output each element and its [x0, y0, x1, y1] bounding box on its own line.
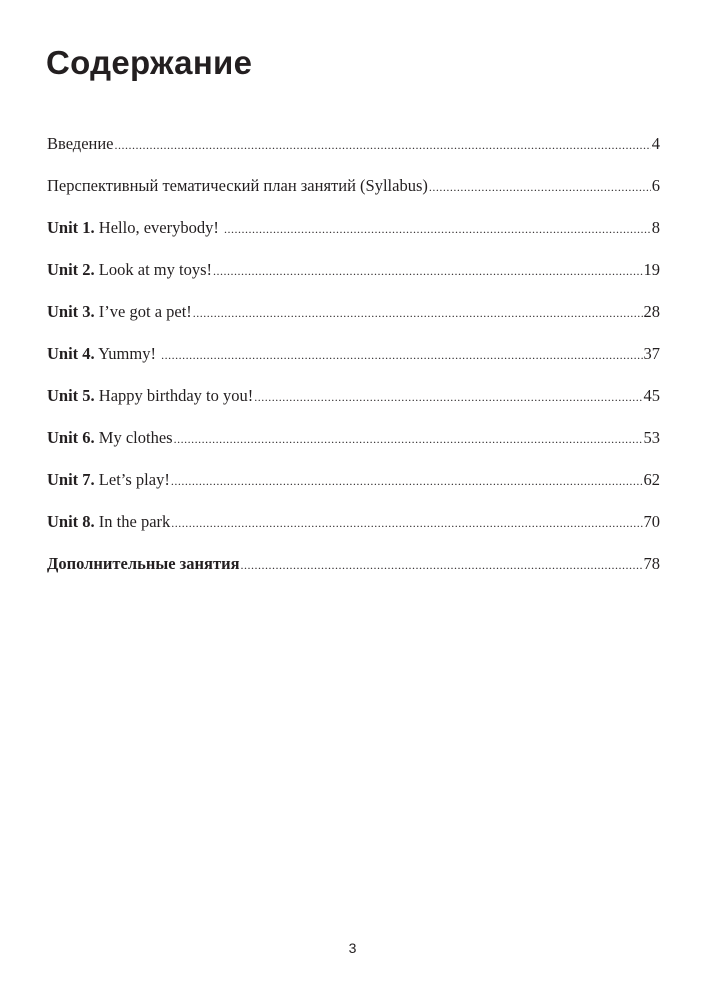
toc-entry	[47, 554, 660, 596]
toc-entry-title: Yummy!	[94, 344, 161, 363]
toc-entry-page: 8	[651, 218, 660, 237]
toc-entry-label	[47, 512, 170, 532]
toc-entry-label	[47, 554, 240, 574]
page-number: 3	[348, 940, 357, 956]
toc-entry-page: 70	[643, 512, 660, 531]
toc-entry-title: Happy birthday to you!	[94, 386, 254, 405]
dot-leader	[171, 470, 643, 490]
toc-entry-title: Look at my toys!	[94, 260, 212, 279]
dot-leader	[161, 344, 642, 364]
toc-entry-unit: Unit 5.	[47, 386, 95, 405]
toc-entry-page: 62	[643, 470, 660, 489]
toc-entry-page: 78	[643, 554, 660, 573]
toc-entry	[47, 470, 660, 512]
toc-entry-unit: Unit 3.	[47, 302, 95, 321]
toc-entry-title: My clothes	[94, 428, 173, 447]
toc-entry-page: 19	[643, 260, 660, 279]
toc-entry-page: 53	[643, 428, 660, 447]
toc-entry-label	[47, 260, 212, 280]
toc-entry-unit: Unit 7.	[47, 470, 95, 489]
toc-entry-label	[47, 302, 192, 322]
toc-entry-page: 37	[643, 344, 660, 363]
toc-entry-unit: Unit 2.	[47, 260, 95, 279]
toc-entry	[47, 512, 660, 554]
toc-entry-label	[47, 344, 160, 364]
page-title: Содержание	[46, 44, 253, 81]
dot-leader	[115, 134, 651, 154]
toc-entry-unit: Unit 4.	[47, 344, 95, 363]
toc-entry-page: 6	[651, 176, 660, 195]
toc-entry	[47, 386, 660, 428]
toc-entry	[47, 260, 660, 302]
toc-entry-unit: Unit 8.	[47, 512, 95, 531]
toc-entry-label	[47, 176, 428, 196]
toc-entry-label	[47, 134, 114, 154]
toc-entry	[47, 344, 660, 386]
toc-entry-title: Hello, everybody!	[94, 218, 223, 237]
toc-entry-title: Let’s play!	[94, 470, 170, 489]
toc-entry	[47, 134, 660, 176]
toc-entry	[47, 302, 660, 344]
dot-leader	[213, 260, 643, 280]
dot-leader	[171, 512, 642, 532]
dot-leader	[429, 176, 651, 196]
toc-entry-title: I’ve got a pet!	[94, 302, 192, 321]
toc-entry-page: 4	[651, 134, 660, 153]
toc-entry-page: 28	[643, 302, 660, 321]
toc-entry-label	[47, 218, 223, 238]
toc-entry-unit: Unit 1.	[47, 218, 95, 237]
dot-leader	[241, 554, 643, 574]
dot-leader	[224, 218, 651, 238]
toc-entry-unit: Unit 6.	[47, 428, 95, 447]
table-of-contents	[47, 134, 660, 596]
toc-entry-label	[47, 386, 253, 406]
dot-leader	[193, 302, 643, 322]
toc-entry	[47, 428, 660, 470]
toc-entry-unit: Дополнительные занятия	[47, 554, 240, 573]
dot-leader	[174, 428, 643, 448]
toc-entry-label	[47, 470, 170, 490]
toc-entry	[47, 218, 660, 260]
toc-entry-title: Перспективный тематический план занятий (Syllabus)	[47, 176, 428, 195]
toc-entry-page: 45	[643, 386, 660, 405]
toc-entry	[47, 176, 660, 218]
toc-entry-title: Введение	[47, 134, 114, 153]
toc-entry-title: In the park	[94, 512, 171, 531]
toc-entry-label	[47, 428, 173, 448]
dot-leader	[254, 386, 642, 406]
